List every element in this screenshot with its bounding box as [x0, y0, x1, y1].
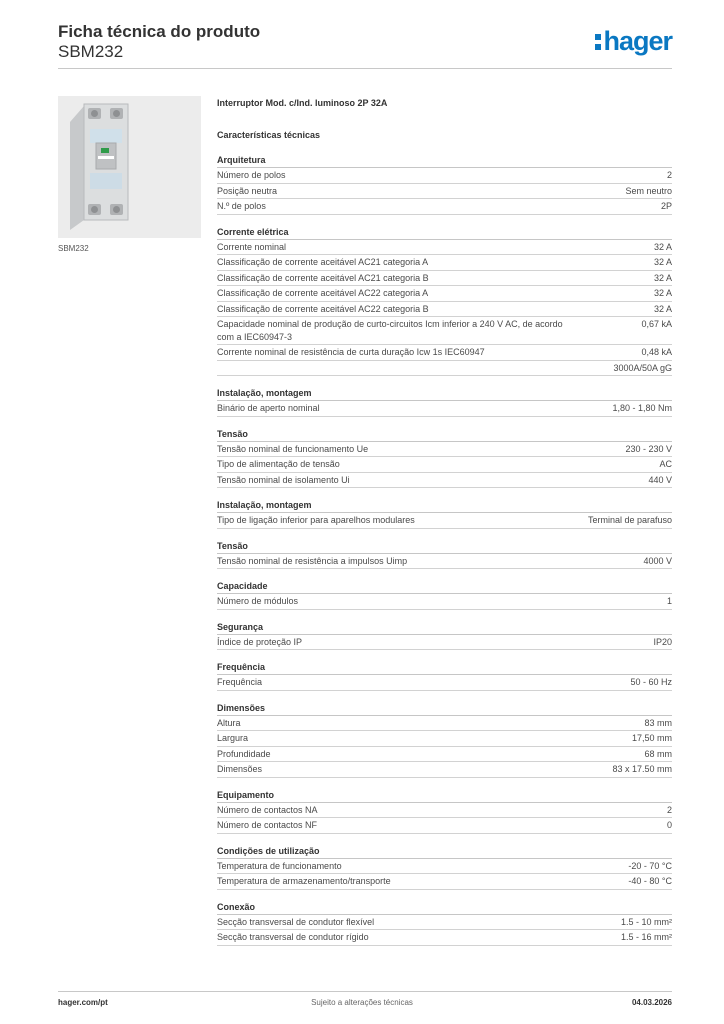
spec-row — [217, 594, 672, 610]
spec-section — [217, 620, 672, 651]
footer-divider — [58, 991, 672, 992]
section-title: Segurança — [217, 620, 672, 635]
spec-row — [217, 874, 672, 890]
document-title: Ficha técnica do produto — [58, 22, 261, 41]
spec-value: 1 — [666, 596, 672, 606]
page-header — [58, 22, 672, 68]
spec-row — [217, 716, 672, 732]
image-caption: SBM232 — [58, 244, 89, 253]
spec-value: 17,50 mm — [631, 733, 672, 743]
spec-label: Secção transversal de condutor flexível — [217, 916, 375, 927]
product-image — [58, 96, 201, 238]
spec-label: Tensão nominal de resistência a impulsos Uimp — [217, 555, 408, 566]
spec-row — [217, 345, 672, 361]
section-title: Tensão — [217, 427, 672, 442]
spec-label: Tipo de ligação inferior para aparelhos modulares — [217, 515, 415, 525]
spec-row — [217, 168, 672, 184]
section-title: Equipamento — [217, 788, 672, 803]
spec-value: 1.5 - 10 mm² — [620, 916, 672, 927]
spec-section — [217, 788, 672, 834]
spec-label: Classificação de corrente aceitável AC21 categoria A — [217, 257, 429, 267]
spec-row — [217, 302, 672, 318]
spec-label: Número de contactos NA — [217, 804, 318, 815]
spec-label: Número de polos — [217, 170, 286, 180]
spec-section — [217, 539, 672, 570]
spec-value: -20 - 70 °C — [628, 860, 672, 871]
section-title: Frequência — [217, 660, 672, 675]
spec-section — [217, 701, 672, 778]
spec-value: 83 x 17.50 mm — [612, 764, 672, 774]
spec-value: 2 — [666, 804, 672, 815]
spec-value: 3000A/50A gG — [613, 362, 672, 373]
spec-row — [217, 675, 672, 691]
section-title: Corrente elétrica — [217, 225, 672, 240]
spec-label: Corrente nominal de resistência de curta duração Icw 1s IEC60947 — [217, 347, 485, 357]
spec-value: IP20 — [653, 636, 672, 647]
spec-value: 0,48 kA — [641, 347, 672, 357]
spec-label: Corrente nominal — [217, 241, 287, 252]
spec-value: 68 mm — [644, 748, 672, 759]
footer-website: hager.com/pt — [58, 998, 108, 1007]
spec-value: 1.5 - 16 mm² — [620, 932, 672, 942]
spec-value: 440 V — [648, 474, 672, 485]
spec-value: AC — [659, 459, 672, 469]
spec-value: 32 A — [653, 288, 672, 298]
section-title: Dimensões — [217, 701, 672, 716]
spec-section — [217, 225, 672, 377]
spec-value: Terminal de parafuso — [587, 515, 672, 525]
spec-section — [217, 427, 672, 489]
spec-label: Altura — [217, 717, 241, 728]
spec-value: 32 A — [653, 272, 672, 283]
section-title: Capacidade — [217, 579, 672, 594]
spec-section — [217, 660, 672, 691]
spec-section — [217, 844, 672, 890]
spec-row — [217, 731, 672, 747]
spec-label: Temperatura de armazenamento/transporte — [217, 876, 391, 886]
spec-row — [217, 747, 672, 763]
spec-label: Secção transversal de condutor rígido — [217, 932, 369, 942]
spec-value: 230 - 230 V — [625, 443, 672, 454]
spec-row — [217, 271, 672, 287]
spec-label: Tensão nominal de funcionamento Ue — [217, 443, 369, 454]
spec-section — [217, 579, 672, 610]
footer-notice: Sujeito a alterações técnicas — [311, 998, 413, 1007]
spec-row — [217, 473, 672, 489]
spec-row — [217, 818, 672, 834]
spec-label: Binário de aperto nominal — [217, 403, 320, 413]
spec-row — [217, 361, 672, 377]
spec-section — [217, 386, 672, 417]
spec-row — [217, 513, 672, 529]
logo-mark-icon — [595, 32, 603, 56]
section-title: Arquitetura — [217, 153, 672, 168]
header-divider — [58, 68, 672, 69]
spec-row — [217, 457, 672, 473]
spec-value: 32 A — [653, 257, 672, 267]
spec-label: Capacidade nominal de produção de curto-circuitos Icm inferior a 240 V AC, de acordo com a IEC60947-3 — [217, 319, 563, 342]
hager-logo — [595, 26, 672, 56]
spec-value: 50 - 60 Hz — [630, 677, 672, 687]
spec-row — [217, 199, 672, 215]
spec-row — [217, 401, 672, 417]
technical-characteristics-heading: Características técnicas — [217, 130, 321, 140]
spec-value: 4000 V — [643, 555, 672, 566]
spec-label: Profundidade — [217, 748, 271, 759]
spec-sections — [217, 153, 672, 946]
switch-disconnector-illustration — [58, 96, 201, 238]
footer-date: 04.03.2026 — [631, 998, 672, 1007]
spec-row — [217, 859, 672, 875]
spec-label: Tipo de alimentação de tensão — [217, 459, 340, 469]
spec-row — [217, 240, 672, 256]
spec-value: 32 A — [653, 241, 672, 252]
spec-label: Posição neutra — [217, 185, 278, 196]
spec-label: Número de contactos NF — [217, 820, 318, 830]
product-name: Interruptor Mod. c/Ind. luminoso 2P 32A — [217, 98, 388, 108]
spec-row — [217, 554, 672, 570]
spec-row — [217, 286, 672, 302]
spec-label: Classificação de corrente aceitável AC22 categoria A — [217, 288, 429, 298]
spec-value: 83 mm — [644, 717, 672, 728]
spec-label: Frequência — [217, 677, 263, 687]
section-title: Condições de utilização — [217, 844, 672, 859]
spec-content — [217, 96, 672, 956]
spec-row — [217, 635, 672, 651]
spec-row — [217, 915, 672, 931]
spec-row — [217, 930, 672, 946]
section-title: Instalação, montagem — [217, 386, 672, 401]
spec-value: -40 - 80 °C — [628, 876, 672, 886]
spec-value: 0,67 kA — [641, 319, 672, 329]
spec-row — [217, 803, 672, 819]
spec-label — [217, 362, 613, 374]
spec-section — [217, 498, 672, 529]
spec-label: Dimensões — [217, 764, 263, 774]
spec-label: Classificação de corrente aceitável AC21 categoria B — [217, 272, 429, 283]
logo-text: hager — [603, 26, 672, 56]
spec-section — [217, 153, 672, 215]
section-title: Conexão — [217, 900, 672, 915]
spec-row — [217, 184, 672, 200]
spec-value: 0 — [666, 820, 672, 830]
section-title: Instalação, montagem — [217, 498, 672, 513]
spec-label: Tensão nominal de isolamento Ui — [217, 474, 350, 485]
spec-label: Temperatura de funcionamento — [217, 860, 342, 871]
spec-label: Número de módulos — [217, 596, 299, 606]
spec-value: 2 — [666, 170, 672, 180]
spec-label: Índice de proteção IP — [217, 636, 303, 647]
spec-row — [217, 762, 672, 778]
spec-row — [217, 442, 672, 458]
product-code: SBM232 — [58, 42, 124, 61]
spec-label: Largura — [217, 733, 249, 743]
spec-value: 1,80 - 1,80 Nm — [612, 403, 672, 413]
spec-row — [217, 255, 672, 271]
spec-label: N.º de polos — [217, 201, 266, 211]
spec-row — [217, 317, 672, 345]
spec-section — [217, 900, 672, 946]
spec-label: Classificação de corrente aceitável AC22 categoria B — [217, 303, 429, 314]
spec-value: 32 A — [653, 303, 672, 314]
spec-value: 2P — [660, 201, 672, 211]
spec-value: Sem neutro — [625, 185, 672, 196]
section-title: Tensão — [217, 539, 672, 554]
